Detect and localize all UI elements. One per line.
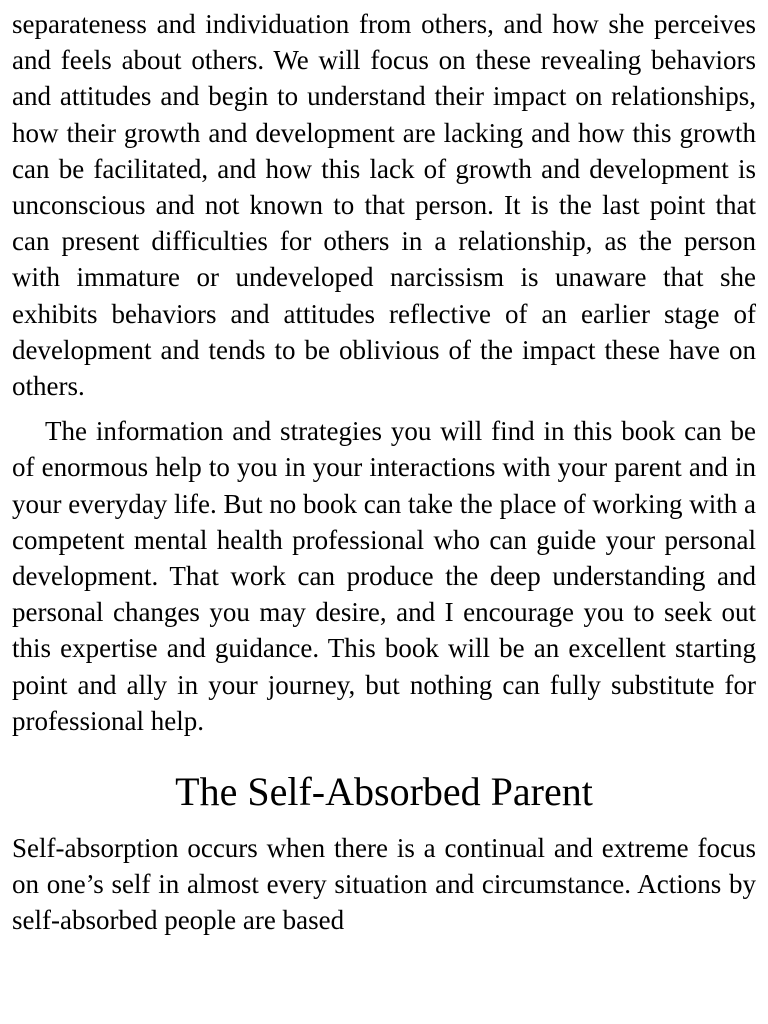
section-paragraph: Self-absorption occurs when there is a continual and extreme focus on one’s self in almost every situation and circumstance. Actions by self-absorbed people are based — [12, 833, 756, 936]
body-paragraph-continued: separateness and individuation from others, and how she perceives and feels about others. We will focus on these revealing behaviors and attitudes and begin to understand their impact on relationships, how their growth and development are lacking and how this growth can be facilitated, and how this lack of growth and development is unconscious and not known to that person. It is the last point that can present difficulties for others in a relationship, as the person with immature or undeveloped narcissism is unaware that she exhibits behaviors and attitudes reflective of an earlier stage of development and tends to be oblivious of the impact these have on others. — [12, 9, 756, 402]
section-heading: The Self-Absorbed Parent — [175, 769, 593, 815]
body-paragraph: The information and strategies you will find in this book can be of enormous help to you in your interactions with your parent and in your everyday life. But no book can take the place of working with a competent mental health professional who can guide your personal development. That work can produce the deep understanding and personal changes you may desire, and I encourage you to seek out this expertise and guidance. This book will be an excellent starting point and ally in your journey, but nothing can fully substitute for professional help. — [12, 416, 756, 736]
book-page — [12, 6, 756, 939]
